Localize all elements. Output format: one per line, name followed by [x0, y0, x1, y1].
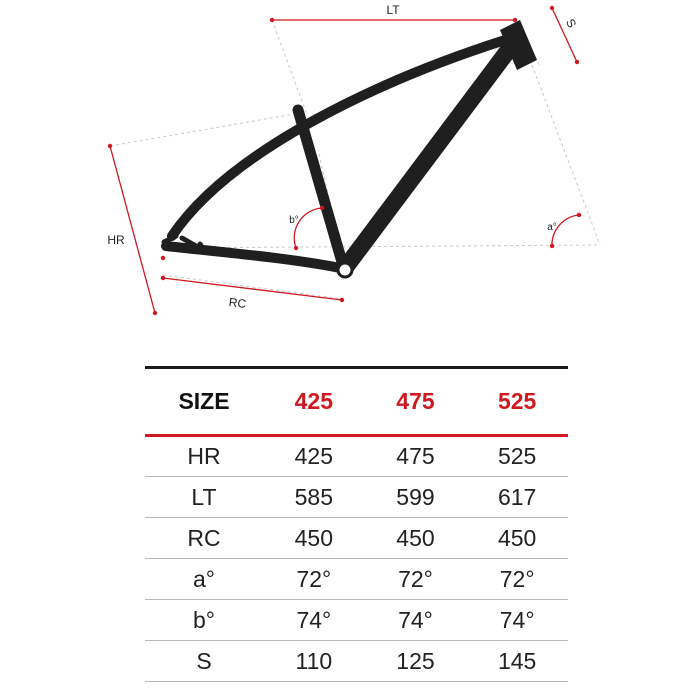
cell-value: 72° — [398, 565, 433, 592]
row-label: a° — [193, 565, 215, 592]
label-a: a° — [547, 222, 557, 233]
label-rc: RC — [228, 295, 247, 312]
size-header-475: 475 — [396, 388, 435, 414]
cell-value: 599 — [396, 483, 435, 510]
cell-value: 450 — [396, 524, 435, 551]
size-header-label: SIZE — [178, 388, 230, 414]
row-label: S — [196, 647, 212, 674]
frame-geometry-diagram — [0, 0, 700, 330]
label-b: b° — [289, 215, 299, 226]
down-tube — [345, 48, 510, 268]
cell-value: 450 — [294, 524, 334, 551]
cell-value: 74° — [499, 606, 535, 633]
chain-stay — [166, 246, 340, 268]
cell-value: 72° — [499, 565, 535, 592]
table-row — [145, 559, 568, 600]
cell-value: 475 — [396, 443, 435, 469]
table-row — [145, 436, 568, 477]
row-label: LT — [191, 483, 217, 510]
label-hr: HR — [107, 233, 125, 247]
bike-frame — [164, 40, 510, 268]
table-row — [145, 600, 568, 641]
cell-value: 585 — [294, 483, 334, 510]
table-header-row — [145, 368, 568, 436]
cell-value: 125 — [396, 647, 435, 674]
bottom-bracket — [338, 263, 352, 277]
cell-value: 110 — [295, 647, 333, 674]
table-row — [145, 518, 568, 559]
table-row — [145, 641, 568, 682]
geometry-table — [145, 366, 568, 682]
label-s: S — [563, 16, 580, 31]
row-label: b° — [193, 606, 215, 633]
row-label: RC — [187, 524, 221, 551]
cell-value: 450 — [497, 524, 537, 551]
cell-value: 617 — [497, 483, 537, 510]
cell-value: 74° — [296, 606, 332, 633]
cell-value: 74° — [398, 606, 433, 633]
row-label: HR — [187, 443, 221, 469]
label-lt: LT — [386, 3, 400, 17]
size-header-525: 525 — [497, 388, 537, 414]
seat-tube — [298, 110, 342, 262]
table-row — [145, 477, 568, 518]
cell-value: 72° — [296, 565, 332, 592]
top-tube — [172, 40, 505, 236]
size-header-425: 425 — [294, 388, 334, 414]
cell-value: 145 — [497, 647, 537, 674]
cell-value: 425 — [294, 443, 334, 469]
cell-value: 525 — [497, 443, 537, 469]
